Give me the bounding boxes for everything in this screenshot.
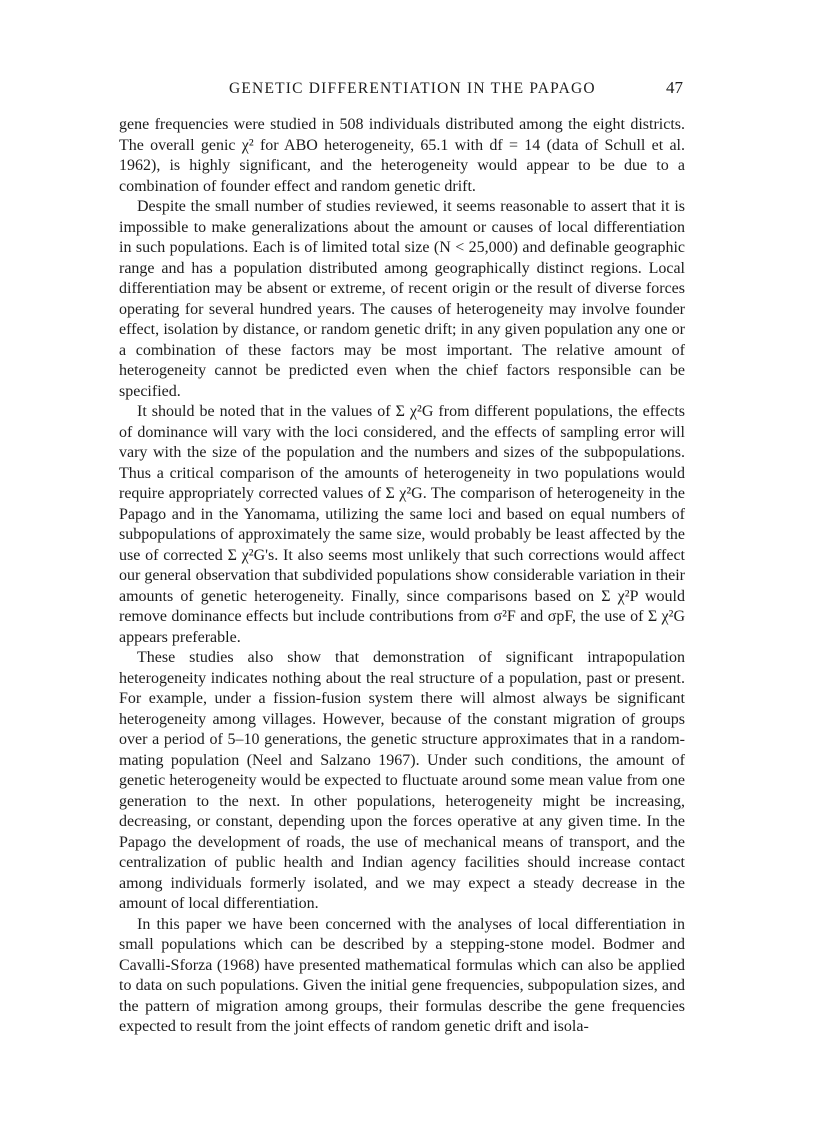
paragraph-4: These studies also show that demonstration of significant intrapopulation heterogeneity indicates nothing about the real structure of a population, past or present. For example, under a fission-fusion system there will almost always be significant heterogeneity among villages. However, because of the constant migration of groups over a period of 5–10 generations, the genetic structure approximates that in a random-mating population (Neel and Salzano 1967). Under such conditions, the amount of genetic heterogeneity would be expected to fluctuate around some mean value from one generation to the next. In other populations, heterogeneity might be increasing, decreasing, or constant, depending upon the forces operative at any given time. In the Papago the development of roads, the use of mechanical means of transport, and the centralization of public health and Indian agency facilities should increase contact among individuals formerly isolated, and we may expect a steady decrease in the amount of local differentiation. bbox=[119, 649, 685, 912]
paragraph-5: In this paper we have been concerned with the analyses of local differentiation in small populations which can be described by a stepping-stone model. Bodmer and Cavalli-Sforza (1968) have presented mathematical formulas which can also be applied to data on such populations. Given the initial gene frequencies, subpopulation sizes, and the pattern of migration among groups, their formulas describe the gene frequencies expected to result from the joint effects of random genetic drift and isola- bbox=[119, 915, 685, 1035]
paragraph-2: Despite the small number of studies reviewed, it seems reasonable to assert that it is impossible to make generalizations about the amount or causes of local differentiation in such populations. Each is of limited total size (N < 25,000) and definable geographic range and has a population distributed among geographically distinct regions. Local differentiation may be absent or extreme, of recent origin or the result of diverse forces operating for several hundred years. The causes of heterogeneity may involve founder effect, isolation by distance, or random genetic drift; in any given population any one or a combination of these factors may be most important. The relative amount of heterogeneity cannot be predicted even when the chief factors responsible can be specified. bbox=[119, 198, 685, 400]
running-title: GENETIC DIFFERENTIATION IN THE PAPAGO bbox=[229, 80, 596, 97]
journal-page bbox=[119, 78, 685, 1038]
page-number: 47 bbox=[666, 78, 683, 97]
paragraph-3: It should be noted that in the values of Σ χ²G from different populations, the effects of dominance will vary with the loci considered, and the effects of sampling error will vary with the size of the population and the numbers and sizes of the subpopulations. Thus a critical comparison of the amounts of heterogeneity in two populations would require appropriately corrected values of Σ χ²G. The comparison of heterogeneity in the Papago and in the Yanomama, utilizing the same loci and based on equal numbers of subpopulations of approximately the same size, would probably be least affected by the use of corrected Σ χ²G's. It also seems most unlikely that such corrections would affect our general observation that subdivided populations show considerable variation in their amounts of genetic heterogeneity. Finally, since comparisons based on Σ χ²P would remove dominance effects but include contributions from σ²F and σpF, the use of Σ χ²G appears preferable. bbox=[119, 403, 685, 646]
paragraph-1: gene frequencies were studied in 508 individuals distributed among the eight districts. The overall genic χ² for ABO heterogeneity, 65.1 with df = 14 (data of Schull et al. 1962), is highly significant, and the heterogeneity would appear to be due to a combination of founder effect and random genetic drift. bbox=[119, 116, 685, 195]
running-head bbox=[119, 78, 685, 106]
article-body bbox=[119, 115, 685, 1038]
